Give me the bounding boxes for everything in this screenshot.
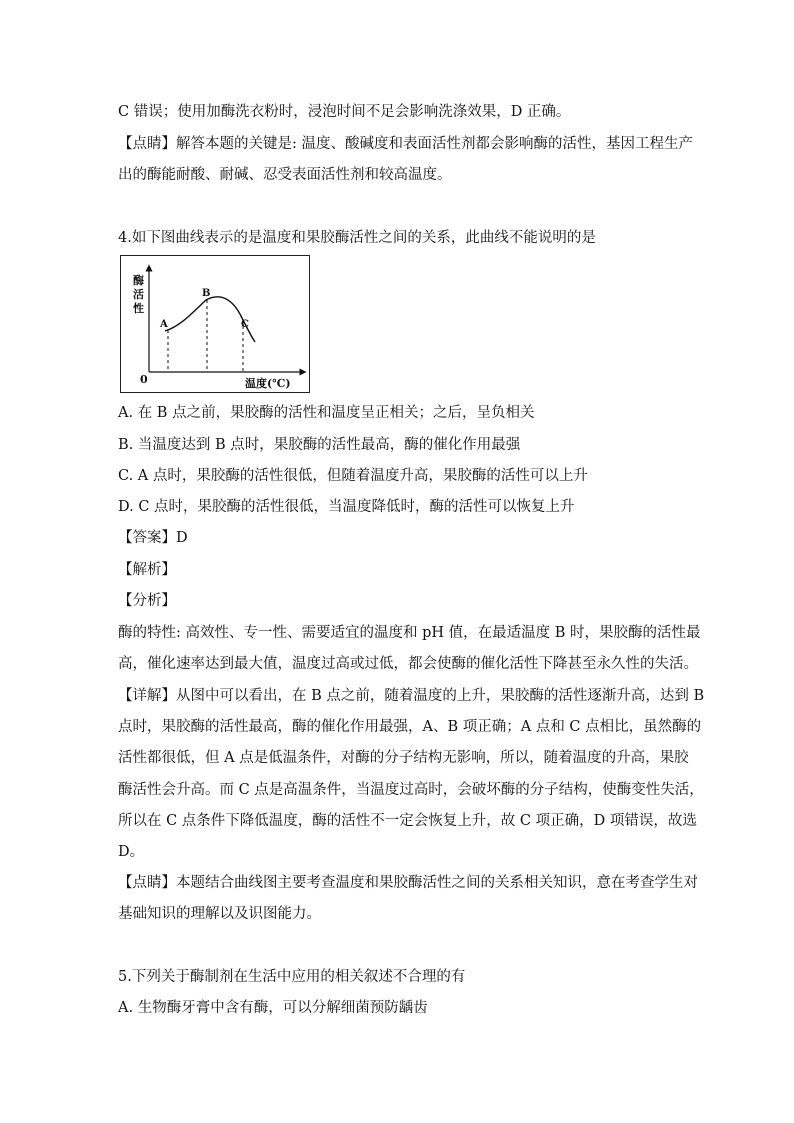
y-label-char-1: 酶 xyxy=(133,274,144,287)
option-D: D. C 点时，果胶酶的活性很低，当温度降低时，酶的活性可以恢复上升 xyxy=(118,499,575,515)
prev-note-line-2: 出的酶能耐酸、耐碱、忍受表面活性剂和较高温度。 xyxy=(118,167,452,183)
option-A: A. 在 B 点之前，果胶酶的活性和温度呈正相关；之后，呈负相关 xyxy=(118,405,535,421)
x-label: 温度(℃) xyxy=(245,377,291,390)
fenxi-line-2: 高，催化速率达到最大值，温度过高或过低，都会使酶的催化活性下降甚至永久性的失活。 xyxy=(118,656,698,672)
point-C-label: C xyxy=(241,319,249,330)
fenxi-line-1: 酶的特性: 高效性、专一性、需要适宜的温度和 pH 值，在最适温度 B 时，果胶酶的活性最 xyxy=(118,625,701,641)
answer: 【答案】D xyxy=(118,530,188,546)
detail-line-5: 所以在 C 点条件下降低温度，酶的活性不一定会恢复上升，故 C 项正确，D 项错误，故选 xyxy=(118,813,697,829)
detail-line-3: 活性都很低，但 A 点是低温条件，对酶的分子结构无影响，所以，随着温度的升高，果胶 xyxy=(118,750,689,766)
y-label-char-2: 活 xyxy=(133,288,144,301)
detail-line-4: 酶活性会升高。而 C 点是高温条件，当温度过高时，会破坏酶的分子结构，使酶变性失活， xyxy=(118,782,704,798)
detail-line-6: D。 xyxy=(118,844,145,860)
point-B-label: B xyxy=(202,288,211,299)
point-A-label: A xyxy=(160,319,168,330)
origin-label: 0 xyxy=(140,373,148,386)
y-label-char-3: 性 xyxy=(133,302,144,315)
prev-answer-line: C 错误；使用加酶洗衣粉时，浸泡时间不足会影响洗涤效果，D 正确。 xyxy=(118,104,571,120)
option-B: B. 当温度达到 B 点时，果胶酶的活性最高，酶的催化作用最强 xyxy=(118,437,521,453)
note-line-2: 基础知识的理解以及识图能力。 xyxy=(118,906,321,922)
fenxi-heading: 【分析】 xyxy=(118,593,176,609)
detail-line-2: 点时，果胶酶的活性最高，酶的催化作用最强，A、B 项正确；A 点和 C 点相比，虽然酶的 xyxy=(118,719,702,735)
prev-note-line-1: 【点睛】解答本题的关键是: 温度、酸碱度和表面活性剂都会影响酶的活性，基因工程生产 xyxy=(118,136,693,152)
option-C: C. A 点时，果胶酶的活性很低，但随着温度升高，果胶酶的活性可以上升 xyxy=(118,468,588,484)
curve-graph xyxy=(121,256,311,394)
analysis-heading: 【解析】 xyxy=(118,562,176,578)
question-4-stem: 4.如下图曲线表示的是温度和果胶酶活性之间的关系，此曲线不能说明的是 xyxy=(118,230,596,246)
question-5-option-A: A. 生物酶牙膏中含有酶，可以分解细菌预防龋齿 xyxy=(118,1000,428,1016)
detail-line-1: 【详解】从图中可以看出，在 B 点之前，随着温度的上升，果胶酶的活性逐渐升高，达到 B xyxy=(118,688,705,704)
enzyme-activity-curve-figure xyxy=(120,255,310,393)
note-line-1: 【点睛】本题结合曲线图主要考查温度和果胶酶活性之间的关系相关知识，意在考查学生对 xyxy=(118,875,698,891)
question-5-stem: 5.下列关于酶制剂在生活中应用的相关叙述不合理的有 xyxy=(118,969,466,985)
